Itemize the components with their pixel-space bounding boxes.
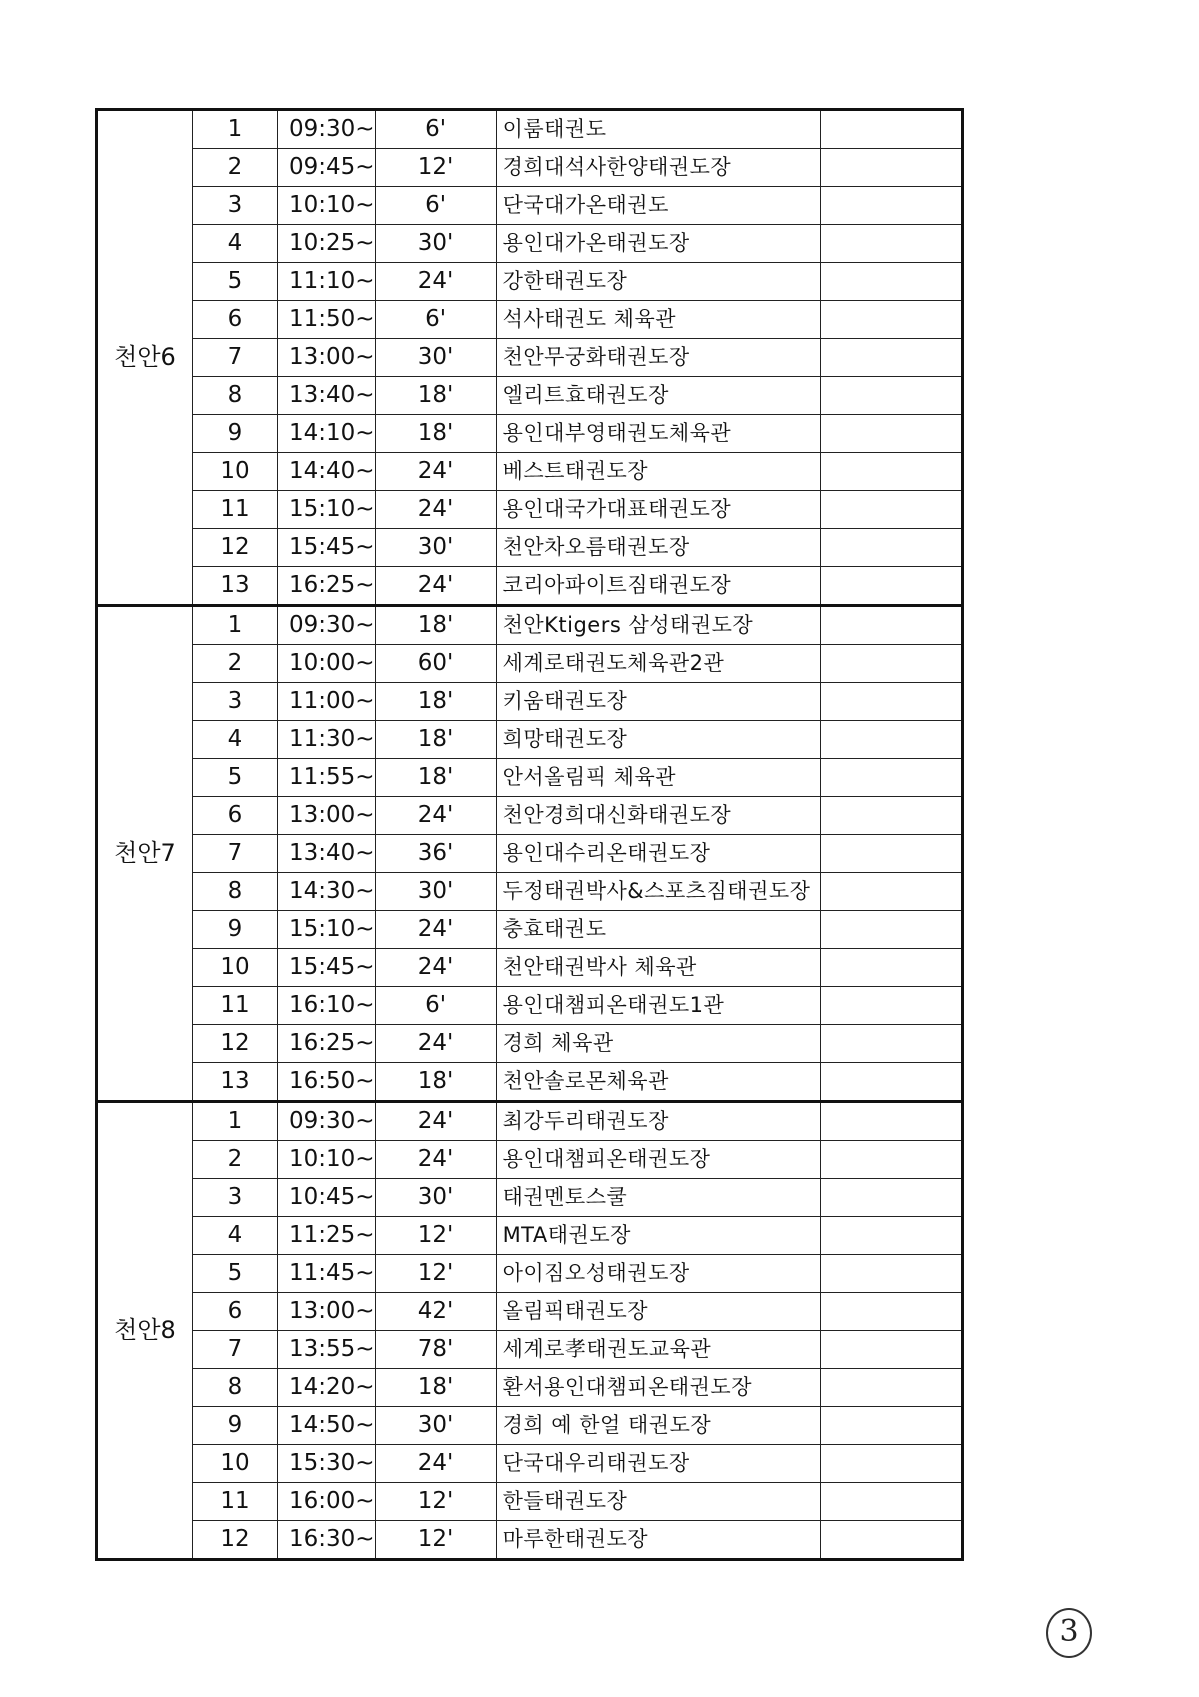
duration: 6'	[375, 987, 496, 1025]
empty-cell	[820, 645, 962, 683]
start-time: 11:00~	[278, 683, 376, 721]
duration: 60'	[375, 645, 496, 683]
empty-cell	[820, 453, 962, 491]
duration: 24'	[375, 491, 496, 529]
group-label: 천안6	[97, 110, 193, 606]
row-number: 13	[193, 567, 278, 606]
empty-cell	[820, 1141, 962, 1179]
empty-cell	[820, 1445, 962, 1483]
table-row	[97, 606, 963, 645]
row-number: 5	[193, 1255, 278, 1293]
schedule-table	[95, 108, 964, 1561]
table-row	[97, 835, 963, 873]
page-number: 3	[1046, 1608, 1092, 1658]
dojang-name: 이룸태권도	[496, 110, 820, 149]
start-time: 13:40~	[278, 377, 376, 415]
empty-cell	[820, 1407, 962, 1445]
dojang-name: 환서용인대챔피온태권도장	[496, 1369, 820, 1407]
duration: 12'	[375, 1217, 496, 1255]
start-time: 13:55~	[278, 1331, 376, 1369]
empty-cell	[820, 949, 962, 987]
table-row	[97, 1063, 963, 1102]
table-row	[97, 529, 963, 567]
row-number: 12	[193, 529, 278, 567]
table-row	[97, 645, 963, 683]
row-number: 8	[193, 873, 278, 911]
start-time: 14:20~	[278, 1369, 376, 1407]
dojang-name: 천안차오름태권도장	[496, 529, 820, 567]
empty-cell	[820, 911, 962, 949]
row-number: 1	[193, 110, 278, 149]
empty-cell	[820, 1217, 962, 1255]
dojang-name: 최강두리태권도장	[496, 1102, 820, 1141]
empty-cell	[820, 721, 962, 759]
start-time: 11:45~	[278, 1255, 376, 1293]
empty-cell	[820, 529, 962, 567]
row-number: 13	[193, 1063, 278, 1102]
row-number: 1	[193, 1102, 278, 1141]
table-row	[97, 1293, 963, 1331]
start-time: 14:30~	[278, 873, 376, 911]
dojang-name: 아이짐오성태권도장	[496, 1255, 820, 1293]
row-number: 5	[193, 759, 278, 797]
empty-cell	[820, 415, 962, 453]
row-number: 10	[193, 1445, 278, 1483]
row-number: 8	[193, 377, 278, 415]
duration: 30'	[375, 1407, 496, 1445]
table-row	[97, 1445, 963, 1483]
dojang-name: 두정태권박사&스포츠짐태권도장	[496, 873, 820, 911]
duration: 18'	[375, 377, 496, 415]
row-number: 6	[193, 797, 278, 835]
duration: 6'	[375, 110, 496, 149]
start-time: 09:30~	[278, 110, 376, 149]
empty-cell	[820, 567, 962, 606]
dojang-name: 석사태권도 체육관	[496, 301, 820, 339]
row-number: 2	[193, 149, 278, 187]
duration: 30'	[375, 1179, 496, 1217]
table-row	[97, 453, 963, 491]
group-label: 천안8	[97, 1102, 193, 1560]
duration: 18'	[375, 1063, 496, 1102]
start-time: 16:25~	[278, 1025, 376, 1063]
table-row	[97, 301, 963, 339]
table-row	[97, 911, 963, 949]
empty-cell	[820, 1369, 962, 1407]
start-time: 11:50~	[278, 301, 376, 339]
table-row	[97, 187, 963, 225]
table-row	[97, 797, 963, 835]
dojang-name: 키움태권도장	[496, 683, 820, 721]
duration: 30'	[375, 873, 496, 911]
table-row	[97, 491, 963, 529]
empty-cell	[820, 987, 962, 1025]
table-row	[97, 377, 963, 415]
empty-cell	[820, 377, 962, 415]
dojang-name: 용인대챔피온태권도장	[496, 1141, 820, 1179]
row-number: 5	[193, 263, 278, 301]
start-time: 11:55~	[278, 759, 376, 797]
dojang-name: 엘리트효태권도장	[496, 377, 820, 415]
duration: 78'	[375, 1331, 496, 1369]
start-time: 14:50~	[278, 1407, 376, 1445]
table-row	[97, 1331, 963, 1369]
start-time: 16:25~	[278, 567, 376, 606]
start-time: 15:45~	[278, 529, 376, 567]
dojang-name: 천안태권박사 체육관	[496, 949, 820, 987]
start-time: 11:10~	[278, 263, 376, 301]
duration: 18'	[375, 683, 496, 721]
duration: 18'	[375, 1369, 496, 1407]
start-time: 16:00~	[278, 1483, 376, 1521]
table-row	[97, 1483, 963, 1521]
table-row	[97, 721, 963, 759]
empty-cell	[820, 1293, 962, 1331]
table-row	[97, 149, 963, 187]
dojang-name: 안서올림픽 체육관	[496, 759, 820, 797]
dojang-name: 세계로태권도체육관2관	[496, 645, 820, 683]
duration: 24'	[375, 949, 496, 987]
duration: 24'	[375, 567, 496, 606]
table-row	[97, 1255, 963, 1293]
dojang-name: 용인대수리온태권도장	[496, 835, 820, 873]
start-time: 10:10~	[278, 187, 376, 225]
table-row	[97, 567, 963, 606]
dojang-name: 단국대우리태권도장	[496, 1445, 820, 1483]
empty-cell	[820, 339, 962, 377]
row-number: 7	[193, 835, 278, 873]
start-time: 14:40~	[278, 453, 376, 491]
row-number: 10	[193, 949, 278, 987]
start-time: 10:00~	[278, 645, 376, 683]
empty-cell	[820, 1521, 962, 1560]
empty-cell	[820, 835, 962, 873]
duration: 24'	[375, 1445, 496, 1483]
start-time: 13:40~	[278, 835, 376, 873]
dojang-name: 코리아파이트짐태권도장	[496, 567, 820, 606]
duration: 30'	[375, 529, 496, 567]
dojang-name: 단국대가온태권도	[496, 187, 820, 225]
dojang-name: 마루한태권도장	[496, 1521, 820, 1560]
table-row	[97, 1102, 963, 1141]
table-row	[97, 225, 963, 263]
duration: 12'	[375, 1521, 496, 1560]
empty-cell	[820, 263, 962, 301]
dojang-name: 태권멘토스쿨	[496, 1179, 820, 1217]
start-time: 09:30~	[278, 606, 376, 645]
duration: 12'	[375, 149, 496, 187]
table-row	[97, 1407, 963, 1445]
schedule-body	[97, 110, 963, 1560]
duration: 24'	[375, 263, 496, 301]
row-number: 3	[193, 1179, 278, 1217]
row-number: 6	[193, 1293, 278, 1331]
start-time: 10:10~	[278, 1141, 376, 1179]
duration: 6'	[375, 187, 496, 225]
table-row	[97, 1217, 963, 1255]
dojang-name: 천안경희대신화태권도장	[496, 797, 820, 835]
row-number: 4	[193, 1217, 278, 1255]
start-time: 13:00~	[278, 1293, 376, 1331]
duration: 18'	[375, 759, 496, 797]
row-number: 8	[193, 1369, 278, 1407]
table-row	[97, 1369, 963, 1407]
start-time: 09:30~	[278, 1102, 376, 1141]
empty-cell	[820, 797, 962, 835]
start-time: 09:45~	[278, 149, 376, 187]
duration: 24'	[375, 1025, 496, 1063]
duration: 18'	[375, 415, 496, 453]
dojang-name: 희망태권도장	[496, 721, 820, 759]
empty-cell	[820, 606, 962, 645]
duration: 24'	[375, 911, 496, 949]
table-row	[97, 1025, 963, 1063]
row-number: 9	[193, 1407, 278, 1445]
duration: 24'	[375, 1102, 496, 1141]
dojang-name: 천안무궁화태권도장	[496, 339, 820, 377]
row-number: 9	[193, 911, 278, 949]
empty-cell	[820, 1102, 962, 1141]
table-row	[97, 683, 963, 721]
duration: 6'	[375, 301, 496, 339]
row-number: 1	[193, 606, 278, 645]
dojang-name: 강한태권도장	[496, 263, 820, 301]
dojang-name: 천안솔로몬체육관	[496, 1063, 820, 1102]
row-number: 9	[193, 415, 278, 453]
row-number: 10	[193, 453, 278, 491]
empty-cell	[820, 1483, 962, 1521]
dojang-name: 한들태권도장	[496, 1483, 820, 1521]
start-time: 15:30~	[278, 1445, 376, 1483]
table-row	[97, 759, 963, 797]
dojang-name: 경희 예 한얼 태권도장	[496, 1407, 820, 1445]
duration: 36'	[375, 835, 496, 873]
empty-cell	[820, 301, 962, 339]
dojang-name: 용인대챔피온태권도1관	[496, 987, 820, 1025]
dojang-name: 용인대가온태권도장	[496, 225, 820, 263]
row-number: 12	[193, 1025, 278, 1063]
group-label: 천안7	[97, 606, 193, 1102]
start-time: 11:25~	[278, 1217, 376, 1255]
dojang-name: 천안Ktigers 삼성태권도장	[496, 606, 820, 645]
empty-cell	[820, 187, 962, 225]
table-row	[97, 263, 963, 301]
row-number: 7	[193, 1331, 278, 1369]
empty-cell	[820, 1063, 962, 1102]
start-time: 13:00~	[278, 797, 376, 835]
duration: 30'	[375, 225, 496, 263]
start-time: 15:10~	[278, 491, 376, 529]
start-time: 15:10~	[278, 911, 376, 949]
duration: 12'	[375, 1483, 496, 1521]
duration: 18'	[375, 606, 496, 645]
table-row	[97, 1141, 963, 1179]
duration: 24'	[375, 797, 496, 835]
empty-cell	[820, 1179, 962, 1217]
table-row	[97, 110, 963, 149]
dojang-name: 용인대국가대표태권도장	[496, 491, 820, 529]
start-time: 10:45~	[278, 1179, 376, 1217]
start-time: 16:50~	[278, 1063, 376, 1102]
dojang-name: 용인대부영태권도체육관	[496, 415, 820, 453]
row-number: 4	[193, 721, 278, 759]
dojang-name: 올림픽태권도장	[496, 1293, 820, 1331]
empty-cell	[820, 683, 962, 721]
row-number: 3	[193, 187, 278, 225]
row-number: 7	[193, 339, 278, 377]
row-number: 2	[193, 645, 278, 683]
row-number: 6	[193, 301, 278, 339]
start-time: 16:30~	[278, 1521, 376, 1560]
empty-cell	[820, 491, 962, 529]
empty-cell	[820, 1331, 962, 1369]
duration: 42'	[375, 1293, 496, 1331]
duration: 24'	[375, 1141, 496, 1179]
empty-cell	[820, 225, 962, 263]
row-number: 12	[193, 1521, 278, 1560]
dojang-name: 충효태권도	[496, 911, 820, 949]
start-time: 10:25~	[278, 225, 376, 263]
table-row	[97, 1179, 963, 1217]
duration: 18'	[375, 721, 496, 759]
table-row	[97, 949, 963, 987]
row-number: 11	[193, 987, 278, 1025]
dojang-name: 경희대석사한양태권도장	[496, 149, 820, 187]
dojang-name: 베스트태권도장	[496, 453, 820, 491]
duration: 30'	[375, 339, 496, 377]
row-number: 2	[193, 1141, 278, 1179]
start-time: 14:10~	[278, 415, 376, 453]
empty-cell	[820, 149, 962, 187]
dojang-name: MTA태권도장	[496, 1217, 820, 1255]
empty-cell	[820, 1255, 962, 1293]
row-number: 11	[193, 1483, 278, 1521]
empty-cell	[820, 759, 962, 797]
table-row	[97, 415, 963, 453]
dojang-name: 경희 체육관	[496, 1025, 820, 1063]
table-row	[97, 339, 963, 377]
table-row	[97, 987, 963, 1025]
empty-cell	[820, 1025, 962, 1063]
start-time: 16:10~	[278, 987, 376, 1025]
start-time: 15:45~	[278, 949, 376, 987]
duration: 24'	[375, 453, 496, 491]
dojang-name: 세계로孝태권도교육관	[496, 1331, 820, 1369]
row-number: 3	[193, 683, 278, 721]
empty-cell	[820, 873, 962, 911]
start-time: 11:30~	[278, 721, 376, 759]
row-number: 11	[193, 491, 278, 529]
table-row	[97, 1521, 963, 1560]
duration: 12'	[375, 1255, 496, 1293]
start-time: 13:00~	[278, 339, 376, 377]
table-row	[97, 873, 963, 911]
row-number: 4	[193, 225, 278, 263]
empty-cell	[820, 110, 962, 149]
